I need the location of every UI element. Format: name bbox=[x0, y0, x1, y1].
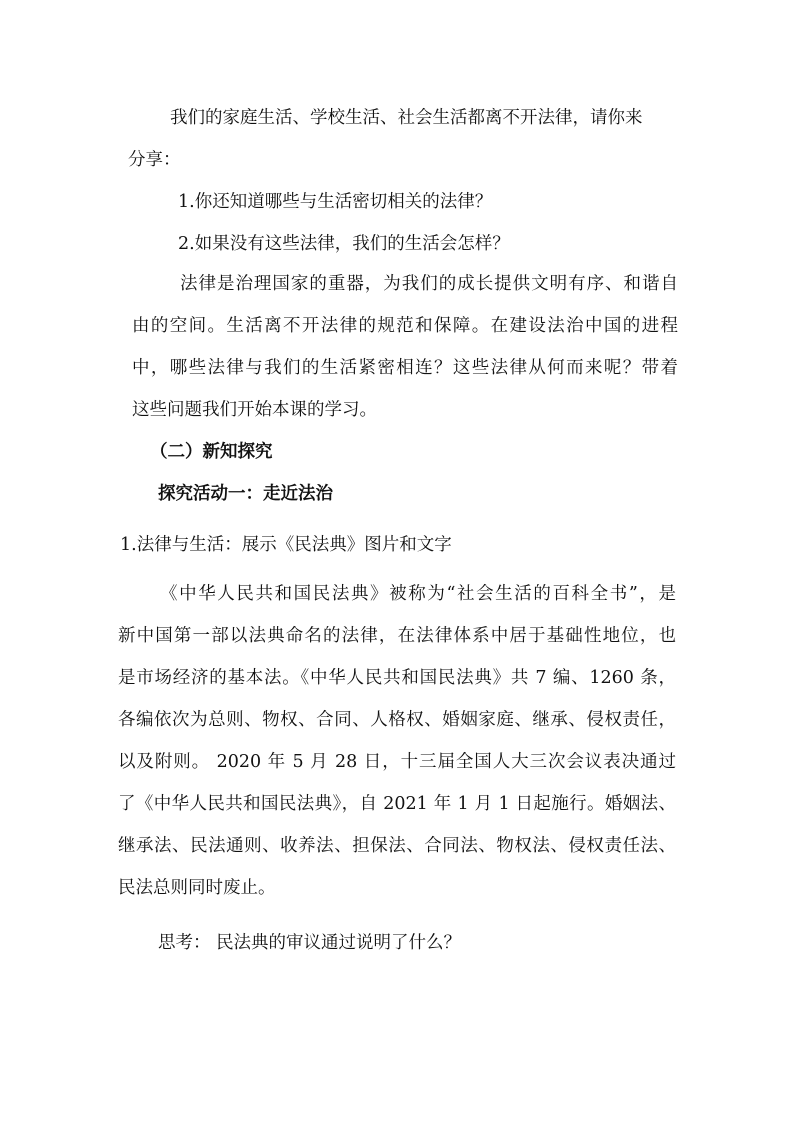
item-title: 1.法律与生活：展示《民法典》图片和文字 bbox=[120, 535, 452, 555]
question-2: 2.如果没有这些法律，我们的生活会怎样？ bbox=[178, 234, 510, 254]
thinking-question: 思考： 民法典的审议通过说明了什么？ bbox=[158, 933, 462, 953]
intro-line-2: 分享： bbox=[128, 150, 181, 170]
civil-code-line-2: 新中国第一部以法典命名的法律，在法律体系中居于基础性地位，也 bbox=[118, 626, 676, 646]
civil-code-line-5: 以及附则。 2020 年 5 月 28 日，十三届全国人大三次会议表决通过 bbox=[118, 752, 676, 772]
section-heading: （二）新知探究 bbox=[150, 442, 273, 462]
civil-code-line-3: 是市场经济的基本法。《中华人民共和国民法典》共 7 编、1260 条， bbox=[118, 668, 676, 688]
activity-heading: 探究活动一：走近法治 bbox=[158, 484, 333, 504]
intro-line-1: 我们的家庭生活、学校生活、社会生活都离不开法律，请你来 bbox=[170, 108, 643, 128]
civil-code-line-1: 《中华人民共和国民法典》被称为“社会生活的百科全书”，是 bbox=[160, 584, 676, 604]
civil-code-line-6: 了《中华人民共和国民法典》，自 2021 年 1 月 1 日起施行。婚姻法、 bbox=[118, 794, 676, 814]
summary-line-4: 这些问题我们开始本课的学习。 bbox=[132, 400, 377, 420]
summary-line-2: 由的空间。生活离不开法律的规范和保障。在建设法治中国的进程 bbox=[132, 316, 678, 336]
civil-code-line-4: 各编依次为总则、物权、合同、人格权、婚姻家庭、继承、侵权责任， bbox=[118, 710, 676, 730]
question-1: 1.你还知道哪些与生活密切相关的法律？ bbox=[178, 192, 493, 212]
summary-line-3: 中，哪些法律与我们的生活紧密相连？这些法律从何而来呢？带着 bbox=[132, 358, 678, 378]
civil-code-line-8: 民法总则同时废止。 bbox=[118, 878, 276, 898]
summary-line-1: 法律是治理国家的重器，为我们的成长提供文明有序、和谐自 bbox=[180, 274, 678, 294]
civil-code-line-7: 继承法、民法通则、收养法、担保法、合同法、物权法、侵权责任法、 bbox=[118, 836, 676, 856]
